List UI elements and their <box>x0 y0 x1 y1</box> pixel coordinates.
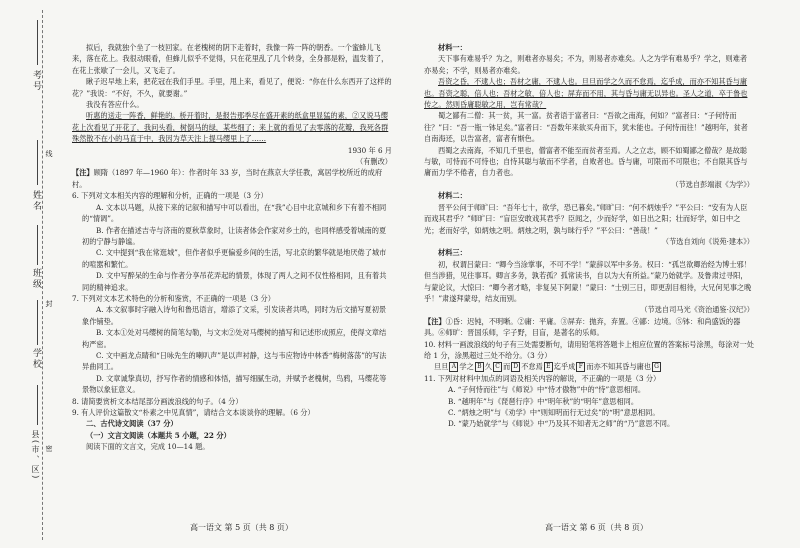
material-1-source: （节选自彭端淑《为学》） <box>671 179 754 189</box>
question-6-option: A. 文本以马题，从接下来的记叙和描写中可以看出，在“我”心目中北京城和乡下有着不相同的“情调”。 <box>82 202 387 224</box>
break-box-b[interactable]: B <box>475 362 484 372</box>
question-7-option: D. 文章诚挚真切，抒写作者的情感和体悟，描写细腻生动，并赋予老槐树，鸟鸦，马缨花等景物以象征意义。 <box>82 373 387 395</box>
question-11: 11. 下列对材料中加点的词语及相关内容的解说，不正确的一项是（3 分） <box>424 373 661 383</box>
field-class-line <box>37 225 38 265</box>
section-2-intro: 阅读下面的文言文，完成 10—14 题。 <box>86 442 210 452</box>
break-box-d[interactable]: D <box>511 362 520 372</box>
segment-text: 学之 <box>459 362 474 372</box>
break-box-c[interactable]: C <box>493 362 502 372</box>
essay-footnote <box>72 167 392 190</box>
page-5-column <box>72 42 392 453</box>
material-1-paragraph: 天下事有难易乎？为之，则难者亦易矣；不为，则易者亦难矣。人之为学有难易乎？学之，则难者亦易矣；不学，则易者亦难矣。 <box>424 54 748 75</box>
segment-text: 旦旦 <box>434 362 449 372</box>
field-exam-number-line <box>37 20 38 65</box>
field-county-label: 县(市、区) <box>31 430 40 481</box>
question-8: 8. 请简要赏析文本结尾部分画波浪线的句子。（4 分） <box>72 396 243 406</box>
essay-paragraph: 拟后，我就独个坐了一枝回家。在老槐树的阴下走着时，我像一阵一阵的朝香。一个蜜蜂儿飞来，落在花上。我很动眼看，但蜂儿似乎不觉得，只在花里乱了几个转身，全身都是粉，温发着了，在花上张歇了一会儿，又飞走了。 <box>72 43 389 75</box>
essay-date: 1930 年 6 月 <box>347 145 392 155</box>
break-box-a[interactable]: A <box>449 362 458 372</box>
material-1-paragraph: 蜀之鄙有二僧：其一贫，其一富。贫者语于富者曰：“吾欲之南海，何如？”富者曰：“子何恃而往？”曰：“吾一瓶一钵足矣。”富者曰：“吾数年来欲买舟而下，犹未能也。子何恃而往！”越明年，贫者自南海还，以告富者，富者有惭色。 <box>424 111 748 144</box>
footnote-label: 【注】 <box>424 316 446 326</box>
question-10-segmentation-line <box>424 361 754 372</box>
section-2-heading: 二、古代诗文阅读（37 分） <box>86 419 178 429</box>
material-2-source: （节选自刘向《说苑·建本》） <box>661 236 754 246</box>
field-exam-number-label: 考号 <box>31 70 41 92</box>
essay-paragraph: 我没有答应什么。 <box>86 100 144 110</box>
segment-text: 久 <box>484 362 492 372</box>
segment-text: 而亦不知其昏与庸也 <box>586 362 652 372</box>
footnote-text: 顾隋（1897 年—1960 年）：作者时年 33 岁，当时在燕京大学任教，寓居学校所近的成府村。 <box>72 168 383 189</box>
materials-footnote <box>424 316 754 339</box>
field-class-label: 班级 <box>31 268 41 290</box>
field-school-label: 学校 <box>31 348 41 370</box>
question-6-option: B. 作者在描述吉寺与济南的夏秋草象时，让读者体会作家对乡土的，也同样感受着城南的夏初的宁静与静谧。 <box>82 225 387 246</box>
page-6-column <box>424 42 754 430</box>
question-6-option: C. 文中提到“我在常逛城”，但作者似乎更偏爱乡间的生活，写北京的繁华就是地厌倦了城市的喧嚣和繁忙。 <box>82 248 387 269</box>
question-7-option: C. 文中画龙点睛和“日咏先生的喇叭声”是以声衬静，这与韦应物诗中林香“梅树落荡”的写法异曲同工。 <box>82 350 387 372</box>
segment-text: 不怠焉 <box>521 362 543 372</box>
field-school-line <box>37 300 38 345</box>
question-7-option: A. 本文叙事时字融入诗句和鲁迅语言，增添了文采，引发读者共鸣，同时为后文描写夏初景象作铺垫。 <box>82 305 387 326</box>
field-name-line <box>37 140 38 185</box>
material-1-paragraph-wavy: 吾资之昏，不逮人也；吾材之庸，不逮人也。旦旦而学之久而不怠焉，迄乎成，而亦不知其昏与庸也。吾资之聪，倍人也；吾材之敏，倍人也；屏弃而不用，其与昏与庸无以异也。圣人之道，卒于鲁也传之。然则昏庸聪敏之用，岂有常哉？ <box>424 77 748 110</box>
question-11-option: B. “越明年”与《琵琶行序》中“明年秋”的“明年”意思相同。 <box>448 396 639 406</box>
segment-text: 迄乎成 <box>553 362 576 372</box>
question-11-option: C. “炳烛之明”与《劝学》中“则知明而行无过矣”的“明”意思相同。 <box>448 408 660 417</box>
question-11-option: A. “子何恃而往”与《师说》中“恃才傲物”中的“恃”意思相同。 <box>448 385 646 395</box>
question-6: 6. 下列对文本相关内容的理解和分析，正确的一项是（3 分） <box>72 191 268 201</box>
segment-text: 而 <box>502 362 511 372</box>
seal-char-feng: 封 <box>45 300 53 309</box>
material-1-title: 材料一： <box>438 43 467 52</box>
material-3-title: 材料三： <box>438 248 467 258</box>
question-6-option: D. 文中写醉呆的生命与作者分享吊花弄起的情景，体现了两人之间不仅性格相同，且有着共同的精神追求。 <box>82 271 387 292</box>
question-7-option: B. 文本①处对马缨树的简笔勾勒，与文末②处对马缨树的描写和记述形成照应，使得文章结构严密。 <box>82 328 387 349</box>
material-2-title: 材料二： <box>438 191 467 201</box>
footnote-label: 【注】 <box>72 168 94 178</box>
field-county-line <box>37 385 38 425</box>
page-6-footer: 高一语文 第 6 页（共 8 页） <box>545 523 648 532</box>
material-1-paragraph: 西蜀之去南海，不知几千里也，僧富者不能至而贫者至焉。人之立志，顾不如蜀鄙之僧哉？是故聪与敏，可恃而不可恃也；自恃其聪与敏而不学者，自败者也。昏与庸，可限而不可限也；不自限其昏与庸而力学不倦者，自力者也。 <box>424 145 748 178</box>
binding-margin <box>0 0 58 548</box>
section-2-subheading: （一）文言文阅读（本题共 5 小题，22 分） <box>86 430 231 440</box>
question-9: 9. 有人评价这篇散文“朴素之中见真情”，请结合文本谈谈你的理解。（6 分） <box>72 408 315 417</box>
material-3-paragraph: 初，权谓吕蒙曰：“卿今当涂掌事，不可不学！”蒙辞以军中多务。权曰：“孤岂欲卿治经为博士邪！但当涉猎，见往事耳。卿言多务，孰若孤？孤常读书，自以为大有所益。”蒙乃始就学。及鲁肃过寻阳，与蒙论议，大惊曰：“卿今者才略，非复吴下阿蒙！”蒙曰：“士别三日，即更刮目相待，大兄何见事之晚乎！”肃遂拜蒙母，结友而别。 <box>424 259 752 303</box>
footnote-text: ①昏：迟钝，不明晰。②庸：平庸。③屏弃：抛弃，弃置。④鄙：边境。⑤钵：和尚盛饭的器具。⑥师旷：晋国乐师，字子野，目盲，是著名的乐师。 <box>424 316 741 338</box>
essay-paragraph: 瞅子迟早地上来，把花冠在我们手里。手里，甩上来，看见了，便说：“你在什么东西开了这样的花？”我说：“不好，不久，就要谢。” <box>72 77 392 98</box>
question-11-option: D. “蒙乃始就学”与《师说》中“乃及其不知者无之师”的“乃”意思不同。 <box>448 419 675 429</box>
material-2-paragraph: 晋平公问于师旷曰：“吾年七十，欲学，恐已暮矣。”师旷曰：“何不炳烛乎？”平公曰：“安有为人臣而戏其君乎？”师旷曰：“盲臣安敢戏其君乎？臣闻之，少而好学，如日出之阳；壮而好学，如日中之光；老而好学，如炳烛之明。炳烛之明，孰与昧行乎？”平公曰：“善哉！” <box>424 202 748 235</box>
seal-char-mi: 密 <box>45 445 53 454</box>
break-box-f[interactable]: F <box>576 362 585 372</box>
page-5-footer: 高一语文 第 5 页（共 8 页） <box>190 523 293 532</box>
question-7: 7. 下列对文本艺术特色的分析和鉴赏，不正确的一项是（3 分） <box>72 293 275 303</box>
essay-paragraph-underlined: 听惠的送走一阵香，鲜艳的。桥开着时，是报告那季尽在盛开素的纸盒里显猛的素，②又说马缨花上次看见了开花了，我问头看，树倒马的绿，某些细了；来上就的看见了去零落的花瓣，我死各群殊然散不在小的马直于中，我因为草天注上提马缨里上了…… <box>72 111 389 144</box>
break-box-g[interactable]: G <box>652 362 661 372</box>
field-name-label: 姓名 <box>31 190 41 212</box>
essay-editor-note: （有删改） <box>356 157 392 167</box>
question-10: 10. 材料一画波浪线的句子有三处需要断句，请用铅笔将答题卡上相应位置的答案标号涂黑，每涂对一处给 1 分，涂黑超过三处不给分。（3 分） <box>424 339 754 360</box>
seal-char-xian: 线 <box>45 150 53 159</box>
break-box-e[interactable]: E <box>544 362 553 372</box>
material-3-source: （节选自司马光《资治通鉴·汉纪》） <box>640 305 754 315</box>
